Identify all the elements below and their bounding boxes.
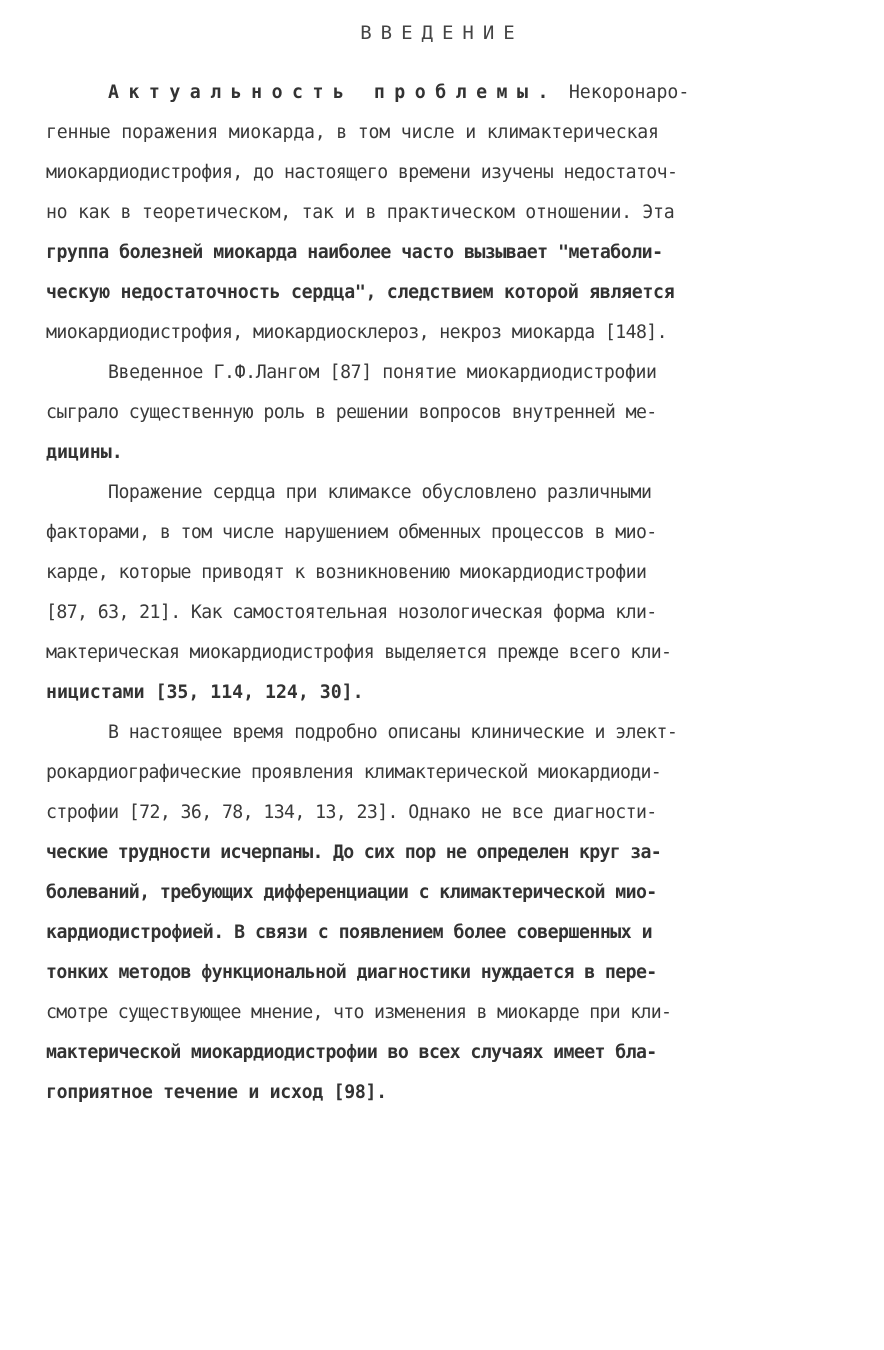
text-line: В настоящее время подробно описаны клинические и элект- [108,722,678,743]
text-line: кардиодистрофией. В связи с появлением более совершенных и [46,922,653,943]
text-line: группа болезней миокарда наиболее часто вызывает "метаболи- [46,242,663,263]
text-line: [87, 63, 21]. Как самостоятельная нозологическая форма кли- [46,602,657,623]
line-text: Некоронаро- [557,82,690,103]
text-line: ческие трудности исчерпаны. До сих пор не определен круг за- [46,842,661,863]
text-line: болеваний, требующих дифференциации с климактерической мио- [46,882,657,903]
text-line: смотре существующее мнение, что изменения в миокарде при кли- [46,1002,672,1023]
text-line: дицины. [46,442,123,463]
text-line: Поражение сердца при климаксе обусловлено различными [108,482,652,503]
text-line: генные поражения миокарда, в том числе и климактерическая [46,122,659,143]
text-line: мактерическая миокардиодистрофия выделяется прежде всего кли- [46,642,672,663]
page-title: ВВЕДЕНИЕ [360,22,524,44]
text-line: строфии [72, 36, 78, 134, 13, 23]. Однако не все диагности- [46,802,657,823]
text-line: карде, которые приводят к возникновению миокардиодистрофии [46,562,647,583]
section-lead: Актуальность проблемы. [108,82,558,103]
text-line [108,78,689,108]
text-line: тонких методов функциональной диагностики нуждается в пере- [46,962,657,983]
text-line: факторами, в том числе нарушением обменных процессов в мио- [46,522,657,543]
text-line: сыграло существенную роль в решении вопросов внутренней ме- [46,402,657,423]
text-line: миокардиодистрофия, миокардиосклероз, некроз миокарда [148]. [46,322,667,343]
text-line: мактерической миокардиодистрофии во всех случаях имеет бла- [46,1042,657,1063]
text-line: гоприятное течение и исход [98]. [46,1082,387,1103]
text-line: миокардиодистрофия, до настоящего времени изучены недостаточ- [46,162,678,183]
text-line: ческую недостаточность сердца", следствием которой является [46,282,675,303]
text-line: но как в теоретическом, так и в практическом отношении. Эта [46,202,675,223]
text-line: ницистами [35, 114, 124, 30]. [46,682,364,703]
text-line: рокардиографические проявления климактерической миокардиоди- [46,762,661,783]
text-line: Введенное Г.Ф.Лангом [87] понятие миокардиодистрофии [108,362,657,383]
